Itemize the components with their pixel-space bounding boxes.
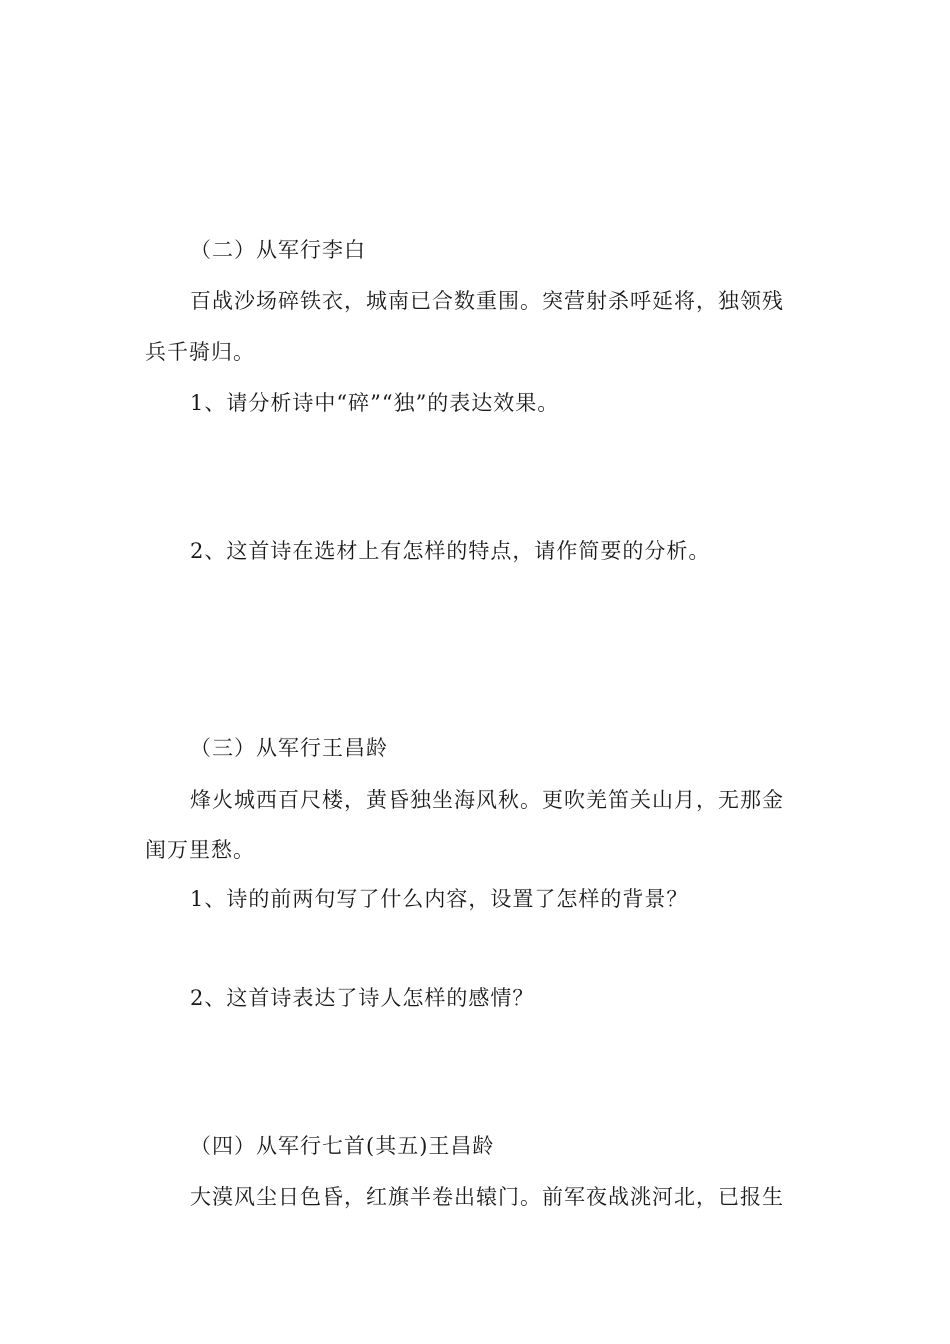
- section-2-poem-line-2: 兵千骑归。: [145, 340, 255, 364]
- section-3-poem-line-2: 闺万里愁。: [145, 838, 255, 862]
- section-4-heading: （四）从军行七首(其五)王昌龄: [190, 1134, 495, 1158]
- section-2-poem-line-1: 百战沙场碎铁衣，城南已合数重围。突营射杀呼延将，独领残: [190, 289, 784, 313]
- section-3-question-1: 1、诗的前两句写了什么内容，设置了怎样的背景？: [190, 887, 689, 911]
- section-2-question-2: 2、这首诗在选材上有怎样的特点，请作简要的分析。: [190, 539, 711, 563]
- section-3-heading: （三）从军行王昌龄: [190, 736, 388, 760]
- section-2-heading: （二）从军行李白: [190, 238, 366, 262]
- section-3-question-2: 2、这首诗表达了诗人怎样的感情？: [190, 986, 535, 1010]
- section-3-poem-line-1: 烽火城西百尺楼，黄昏独坐海风秋。更吹羌笛关山月，无那金: [190, 788, 784, 812]
- section-4-poem-line-1: 大漠风尘日色昏，红旗半卷出辕门。前军夜战洮河北，已报生: [190, 1185, 784, 1209]
- section-2-question-1: 1、请分析诗中“碎”“独”的表达效果。: [190, 391, 560, 415]
